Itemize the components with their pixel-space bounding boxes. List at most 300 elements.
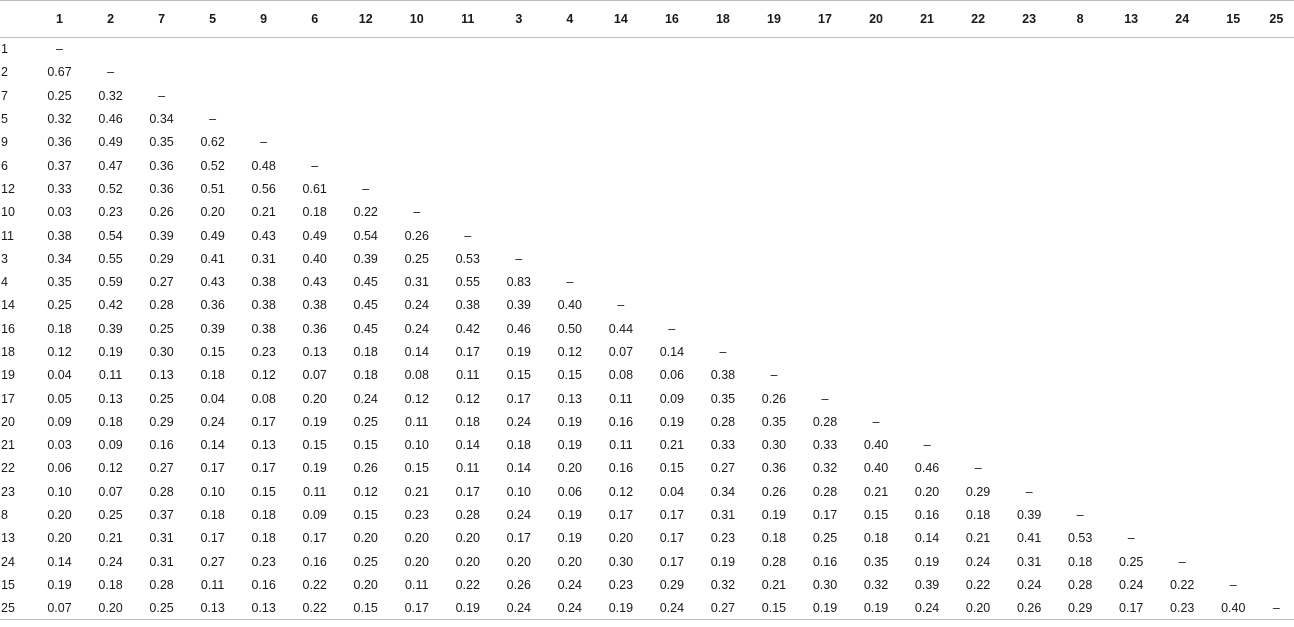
table-cell: 0.19 [659, 414, 685, 429]
table-cell: 0.53 [1067, 531, 1093, 546]
table-cell [646, 107, 697, 130]
table-cell: 0.51 [200, 181, 225, 196]
table-cell [1259, 434, 1294, 457]
table-body [0, 38, 1294, 620]
table-cell: 0.15 [353, 438, 378, 453]
table-cell: 0.17 [506, 531, 531, 546]
table-cell [442, 107, 493, 130]
table-cell [799, 154, 850, 177]
table-cell [1055, 224, 1106, 247]
table-cell [851, 294, 902, 317]
table-cell [442, 61, 493, 84]
table-cell [1259, 270, 1294, 293]
table-cell [1208, 410, 1259, 433]
table-cell [1055, 457, 1106, 480]
table-cell [1004, 457, 1055, 480]
table-cell [799, 247, 850, 270]
table-cell: 0.17 [608, 508, 634, 523]
table-cell: 0.15 [506, 368, 531, 383]
table-cell [1259, 550, 1294, 573]
table-cell [1208, 38, 1259, 61]
table-cell [851, 61, 902, 84]
table-cell: – [821, 391, 829, 406]
table-row [0, 247, 1294, 270]
table-cell: 0.18 [200, 368, 225, 383]
column-header: 17 [799, 1, 850, 38]
table-cell [748, 294, 799, 317]
table-cell: 0.40 [557, 298, 583, 313]
table-cell [1259, 503, 1294, 526]
table-row [0, 270, 1294, 293]
table-cell [902, 340, 953, 363]
table-cell [646, 224, 697, 247]
table-cell: 0.56 [251, 181, 276, 196]
column-header: 7 [136, 1, 187, 38]
table-cell [851, 317, 902, 340]
table-cell [544, 224, 595, 247]
row-header: 16 [1, 321, 15, 336]
table-cell: 0.28 [149, 577, 174, 592]
table-cell: 0.05 [47, 391, 72, 406]
table-cell [1208, 270, 1259, 293]
table-cell [1004, 177, 1055, 200]
table-cell [340, 84, 391, 107]
table-cell: 0.36 [47, 135, 72, 150]
table-cell: 0.18 [965, 508, 991, 523]
column-header: 24 [1157, 1, 1208, 38]
table-cell [1157, 154, 1208, 177]
table-cell: 0.04 [200, 391, 225, 406]
table-cell: 0.20 [353, 531, 378, 546]
corner-header-cell [0, 1, 34, 38]
table-cell: 0.54 [353, 228, 378, 243]
table-cell [391, 177, 442, 200]
table-cell [1004, 38, 1055, 61]
table-cell: 0.61 [302, 181, 327, 196]
table-cell [697, 107, 748, 130]
table-cell: 0.09 [302, 508, 327, 523]
table-cell [1157, 107, 1208, 130]
table-cell [697, 38, 748, 61]
table-cell [1208, 131, 1259, 154]
table-cell: 0.40 [863, 461, 889, 476]
table-cell [289, 84, 340, 107]
table-cell: 0.22 [455, 577, 480, 592]
table-cell: 0.19 [557, 531, 583, 546]
table-cell [595, 61, 646, 84]
table-cell [697, 154, 748, 177]
table-cell [340, 38, 391, 61]
table-cell: 0.18 [455, 414, 480, 429]
table-cell [1055, 154, 1106, 177]
table-cell: 0.28 [149, 484, 174, 499]
table-cell [1106, 294, 1157, 317]
table-cell: 0.08 [404, 368, 429, 383]
table-cell [442, 38, 493, 61]
table-cell [1157, 177, 1208, 200]
row-header: 17 [1, 391, 15, 406]
table-cell: 0.08 [251, 391, 276, 406]
table-cell [646, 270, 697, 293]
column-header: 3 [493, 1, 544, 38]
table-cell: 0.23 [251, 345, 276, 359]
table-cell [1157, 480, 1208, 503]
table-cell: 0.38 [251, 298, 276, 313]
table-cell: 0.38 [251, 275, 276, 290]
table-cell: 0.19 [557, 438, 583, 453]
table-row [0, 387, 1294, 410]
table-cell [1157, 527, 1208, 550]
table-cell: 0.19 [302, 414, 327, 429]
table-cell: 0.24 [544, 597, 595, 620]
table-cell: 0.15 [748, 597, 799, 620]
table-cell: 0.28 [761, 554, 787, 569]
table-cell [646, 61, 697, 84]
table-cell [646, 201, 697, 224]
table-cell [646, 247, 697, 270]
row-header: 14 [1, 298, 15, 313]
table-cell [391, 84, 442, 107]
table-cell [1259, 201, 1294, 224]
table-cell: 0.23 [608, 577, 634, 592]
table-cell: 0.25 [404, 251, 429, 266]
table-cell [289, 107, 340, 130]
table-cell: 0.19 [557, 414, 583, 429]
table-row [0, 177, 1294, 200]
table-cell [799, 61, 850, 84]
table-cell: 0.47 [98, 158, 123, 173]
row-header: 9 [1, 135, 8, 150]
table-cell [851, 131, 902, 154]
table-cell [1106, 201, 1157, 224]
table-cell [646, 177, 697, 200]
table-cell: 0.10 [200, 484, 225, 499]
table-cell [1004, 317, 1055, 340]
table-cell [442, 84, 493, 107]
table-cell [697, 201, 748, 224]
table-cell [953, 364, 1004, 387]
table-cell [1106, 364, 1157, 387]
table-cell [748, 270, 799, 293]
table-cell: 0.19 [47, 577, 72, 592]
table-cell: 0.17 [251, 414, 276, 429]
table-cell [1157, 201, 1208, 224]
table-cell [544, 154, 595, 177]
table-cell [1259, 107, 1294, 130]
table-cell: 0.23 [710, 531, 736, 546]
row-header: 20 [1, 414, 15, 429]
table-cell: 0.23 [98, 205, 123, 220]
table-cell [697, 131, 748, 154]
table-cell [595, 247, 646, 270]
table-cell [1208, 387, 1259, 410]
table-cell: 0.55 [455, 275, 480, 290]
table-cell: 0.21 [863, 484, 889, 499]
table-cell: 0.20 [302, 391, 327, 406]
table-cell [1208, 224, 1259, 247]
table-cell: 0.10 [506, 484, 531, 499]
table-cell: 0.38 [47, 228, 72, 243]
table-cell [1004, 201, 1055, 224]
table-cell: 0.32 [47, 112, 72, 127]
table-cell [1208, 107, 1259, 130]
table-cell [1208, 317, 1259, 340]
table-cell [1004, 84, 1055, 107]
table-cell: 0.35 [149, 135, 174, 150]
table-cell: 0.17 [1106, 597, 1157, 620]
row-header: 22 [1, 461, 15, 476]
table-cell: 0.31 [149, 531, 174, 546]
row-header: 1 [1, 42, 8, 57]
table-cell [902, 270, 953, 293]
table-cell: 0.17 [302, 531, 327, 546]
table-cell: 0.17 [506, 391, 531, 406]
table-cell [1055, 270, 1106, 293]
row-header: 10 [1, 205, 15, 220]
table-cell [1157, 294, 1208, 317]
table-cell [136, 61, 187, 84]
table-cell: 0.29 [1055, 597, 1106, 620]
table-row [0, 410, 1294, 433]
table-cell: 0.14 [914, 531, 940, 546]
table-cell [493, 154, 544, 177]
table-cell [953, 84, 1004, 107]
table-cell: 0.19 [557, 508, 583, 523]
table-cell: 0.11 [609, 391, 633, 406]
table-cell: 0.24 [404, 321, 429, 336]
table-cell: 0.59 [98, 275, 123, 290]
table-row [0, 364, 1294, 387]
table-cell: 0.20 [404, 554, 429, 569]
table-cell: 0.27 [149, 275, 174, 290]
table-cell [1208, 550, 1259, 573]
table-cell: 0.04 [659, 484, 685, 499]
table-cell [1004, 434, 1055, 457]
table-cell: 0.16 [149, 438, 174, 453]
table-cell [1157, 270, 1208, 293]
table-cell [799, 224, 850, 247]
table-cell: 0.19 [442, 597, 493, 620]
table-cell: 0.18 [1067, 554, 1093, 569]
table-cell [1004, 270, 1055, 293]
table-cell: 0.11 [200, 577, 225, 592]
table-cell: 0.06 [47, 461, 72, 476]
table-row [0, 107, 1294, 130]
table-cell [1157, 247, 1208, 270]
table-cell [953, 270, 1004, 293]
table-cell: 0.24 [98, 554, 123, 569]
table-cell: 0.54 [98, 228, 123, 243]
table-cell [953, 131, 1004, 154]
table-cell [1055, 107, 1106, 130]
row-header: 4 [1, 275, 8, 290]
row-header: 5 [1, 112, 8, 127]
table-cell: – [1178, 554, 1186, 569]
table-cell: 0.15 [404, 461, 429, 476]
table-cell [1055, 201, 1106, 224]
column-header: 12 [340, 1, 391, 38]
table-cell [1208, 247, 1259, 270]
table-cell [1208, 364, 1259, 387]
table-cell: – [1229, 577, 1237, 592]
table-cell: – [515, 251, 523, 266]
table-cell: 0.20 [200, 205, 225, 220]
table-cell [953, 38, 1004, 61]
table-cell: 0.21 [965, 531, 991, 546]
table-cell [902, 410, 953, 433]
table-cell: 0.19 [595, 597, 646, 620]
table-cell: 0.38 [251, 321, 276, 336]
table-cell [902, 247, 953, 270]
table-cell [1106, 84, 1157, 107]
table-cell: 0.27 [200, 554, 225, 569]
table-cell: 0.24 [1119, 577, 1144, 592]
table-cell: – [362, 181, 370, 196]
table-cell [1055, 480, 1106, 503]
table-cell: 0.18 [98, 577, 123, 592]
table-cell: 0.17 [659, 554, 685, 569]
table-cell: 0.18 [47, 321, 72, 336]
table-cell [748, 247, 799, 270]
table-cell [953, 434, 1004, 457]
table-cell [799, 364, 850, 387]
table-cell: 0.25 [47, 298, 72, 313]
table-cell: 0.22 [302, 577, 327, 592]
table-cell [595, 131, 646, 154]
table-cell: 0.11 [609, 438, 633, 453]
table-cell: 0.22 [1170, 577, 1195, 592]
table-cell: 0.17 [659, 508, 685, 523]
table-cell: – [311, 158, 319, 173]
table-cell [799, 38, 850, 61]
row-header: 7 [1, 88, 8, 103]
table-cell: 0.28 [455, 508, 480, 523]
table-row [0, 573, 1294, 596]
table-cell [953, 61, 1004, 84]
table-cell: – [464, 228, 472, 243]
table-row [0, 434, 1294, 457]
row-header: 19 [1, 368, 15, 383]
table-cell [289, 131, 340, 154]
table-cell: 0.49 [200, 228, 225, 243]
table-cell: 0.12 [608, 484, 634, 499]
table-cell [493, 201, 544, 224]
table-cell: 0.48 [251, 158, 276, 173]
table-cell [238, 61, 289, 84]
table-cell [1259, 131, 1294, 154]
table-cell: 0.32 [710, 577, 736, 592]
column-header: 1 [34, 1, 85, 38]
table-cell: 0.38 [455, 298, 480, 313]
table-cell: 0.13 [251, 438, 276, 453]
row-header: 13 [1, 531, 15, 546]
column-header: 21 [902, 1, 953, 38]
table-cell [851, 84, 902, 107]
row-header: 6 [1, 158, 8, 173]
row-header: 3 [1, 251, 8, 266]
row-header: 18 [1, 345, 15, 359]
table-cell: 0.10 [404, 438, 429, 453]
table-cell [187, 38, 238, 61]
table-cell [851, 340, 902, 363]
table-cell [289, 61, 340, 84]
table-row [0, 480, 1294, 503]
table-cell: 0.15 [251, 484, 276, 499]
table-cell [1208, 527, 1259, 550]
column-header: 19 [748, 1, 799, 38]
row-header: 25 [0, 597, 34, 620]
table-cell [799, 131, 850, 154]
table-cell [748, 177, 799, 200]
table-cell [442, 177, 493, 200]
table-cell [1157, 364, 1208, 387]
table-cell: 0.18 [251, 508, 276, 523]
table-cell: 0.18 [98, 414, 123, 429]
table-cell: 0.24 [1016, 577, 1042, 592]
table-cell: 0.26 [1004, 597, 1055, 620]
table-cell [1055, 247, 1106, 270]
table-cell [851, 247, 902, 270]
table-cell: 0.24 [557, 577, 583, 592]
table-cell [1157, 61, 1208, 84]
table-cell: 0.67 [47, 65, 72, 80]
table-cell: 0.20 [557, 461, 583, 476]
table-cell [595, 270, 646, 293]
table-cell: 0.10 [47, 484, 72, 499]
table-cell [289, 38, 340, 61]
table-cell: 0.21 [98, 531, 123, 546]
table-cell [1055, 434, 1106, 457]
column-header: 11 [442, 1, 493, 38]
column-header: 14 [595, 1, 646, 38]
table-row [0, 224, 1294, 247]
table-cell [340, 107, 391, 130]
table-cell: 0.23 [404, 508, 429, 523]
table-cell: 0.21 [761, 577, 787, 592]
table-cell: 0.07 [98, 484, 123, 499]
table-cell: 0.03 [47, 205, 72, 220]
table-cell: 0.20 [404, 531, 429, 546]
table-cell [1106, 61, 1157, 84]
table-cell [1259, 154, 1294, 177]
table-cell: 0.15 [557, 368, 583, 383]
table-cell: 0.30 [761, 438, 787, 453]
table-cell: 0.23 [251, 554, 276, 569]
table-cell [1259, 38, 1294, 61]
table-cell [1004, 410, 1055, 433]
table-cell [799, 201, 850, 224]
table-cell: 0.30 [149, 345, 174, 359]
table-cell [544, 38, 595, 61]
table-cell [85, 38, 136, 61]
table-cell: 0.20 [455, 554, 480, 569]
table-cell [1157, 84, 1208, 107]
table-cell: 0.40 [863, 438, 889, 453]
table-cell [748, 340, 799, 363]
table-cell: 0.25 [353, 554, 378, 569]
table-cell: 0.45 [353, 298, 378, 313]
table-cell [544, 61, 595, 84]
table-cell: 0.24 [646, 597, 697, 620]
table-cell: 0.24 [353, 391, 378, 406]
table-cell: 0.04 [47, 368, 72, 383]
table-cell [799, 177, 850, 200]
row-header: 24 [1, 554, 15, 569]
table-cell: – [566, 275, 574, 290]
table-cell: 0.41 [1016, 531, 1042, 546]
table-cell [953, 410, 1004, 433]
table-cell: 0.12 [353, 484, 378, 499]
